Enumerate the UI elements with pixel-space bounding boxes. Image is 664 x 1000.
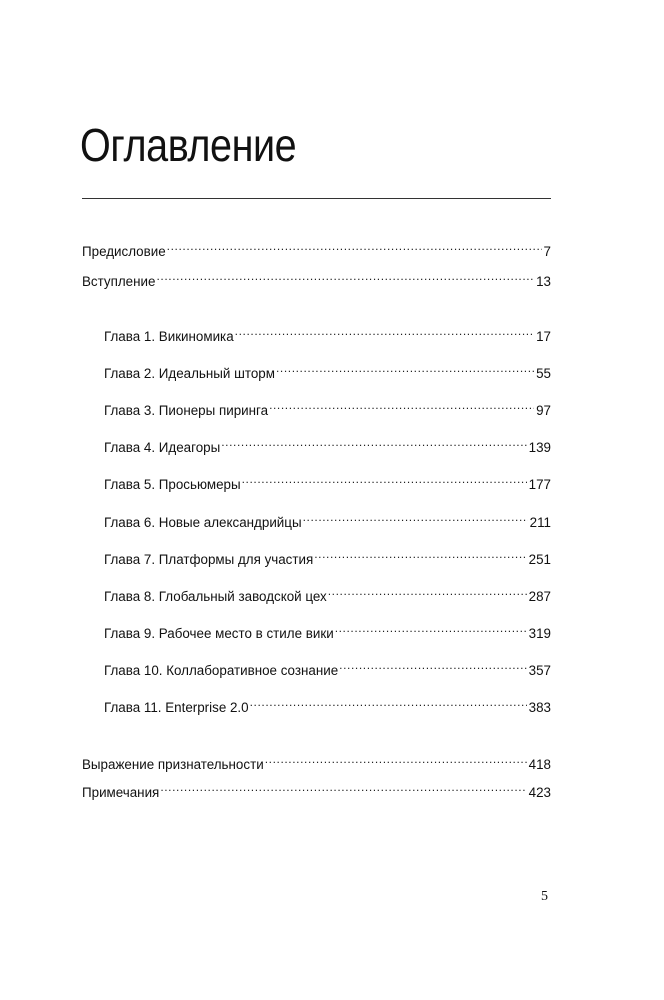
toc-entry-label: Глава 7. Платформы для участия [104, 552, 314, 567]
toc-entry-introduction[interactable] [82, 266, 551, 289]
toc-entry-page: 177 [528, 477, 551, 492]
toc-entry-page: 97 [536, 403, 551, 418]
toc-entry-label: Вступление [82, 274, 156, 289]
toc-entry-label: Примечания [82, 785, 160, 800]
dot-leader [314, 544, 526, 564]
page-title: Оглавление [80, 119, 297, 171]
dot-leader [242, 469, 527, 489]
toc-entry-page: 17 [536, 329, 551, 344]
toc-entry-chapter-6[interactable] [104, 507, 551, 530]
toc-entry-page: 211 [529, 515, 551, 530]
toc-entry-notes[interactable] [82, 777, 551, 800]
dot-leader [303, 507, 528, 527]
toc-entry-chapter-10[interactable] [104, 655, 551, 678]
toc-entry-label: Глава 4. Идеагоры [104, 440, 221, 455]
toc-entry-label: Глава 9. Рабочее место в стиле вики [104, 626, 334, 641]
toc-entry-page: 287 [528, 589, 551, 604]
toc-entry-label: Глава 5. Просьюмеры [104, 477, 241, 492]
toc-entry-label: Выражение признательности [82, 757, 264, 772]
toc-entry-page: 383 [528, 700, 551, 715]
toc-entry-label: Глава 10. Коллаборативное сознание [104, 663, 339, 678]
toc-entry-label: Глава 11. Enterprise 2.0 [104, 700, 249, 715]
toc-entry-chapter-3[interactable] [104, 395, 551, 418]
toc-entry-acknowledgments[interactable] [82, 749, 551, 772]
dot-leader [167, 236, 542, 256]
dot-leader [335, 618, 527, 638]
page-number: 5 [541, 889, 548, 904]
toc-entry-chapter-11[interactable] [104, 692, 551, 715]
toc-entry-chapter-2[interactable] [104, 358, 551, 381]
toc-entry-label: Предисловие [82, 244, 166, 259]
toc-entry-chapter-7[interactable] [104, 544, 551, 567]
toc-entry-page: 55 [536, 366, 551, 381]
toc-entry-page: 139 [528, 440, 551, 455]
dot-leader [160, 777, 526, 797]
toc-entry-chapter-5[interactable] [104, 469, 551, 492]
toc-entry-page: 418 [528, 757, 551, 772]
toc-entry-label: Глава 3. Пионеры пиринга [104, 403, 269, 418]
dot-leader [156, 266, 534, 286]
toc-entry-chapter-9[interactable] [104, 618, 551, 641]
toc-entry-page: 7 [543, 244, 551, 259]
dot-leader [328, 581, 527, 601]
dot-leader [269, 395, 534, 415]
toc-entry-page: 319 [528, 626, 551, 641]
toc-entry-preface[interactable] [82, 236, 551, 259]
toc-entry-label: Глава 6. Новые александрийцы [104, 515, 302, 530]
dot-leader [339, 655, 527, 675]
dot-leader [235, 321, 534, 341]
toc-entry-label: Глава 1. Викиномика [104, 329, 234, 344]
toc-entry-chapter-1[interactable] [104, 321, 551, 344]
toc-entry-page: 13 [536, 274, 551, 289]
toc-entry-page: 423 [528, 785, 551, 800]
toc-entry-page: 357 [528, 663, 551, 678]
dot-leader [250, 692, 527, 712]
dot-leader [221, 432, 526, 452]
toc-entry-label: Глава 2. Идеальный шторм [104, 366, 275, 381]
dot-leader [265, 749, 527, 769]
toc-entry-page: 251 [528, 552, 551, 567]
title-divider [82, 198, 551, 199]
toc-entry-chapter-8[interactable] [104, 581, 551, 604]
toc-entry-label: Глава 8. Глобальный заводской цех [104, 589, 327, 604]
dot-leader [276, 358, 534, 378]
toc-entry-chapter-4[interactable] [104, 432, 551, 455]
